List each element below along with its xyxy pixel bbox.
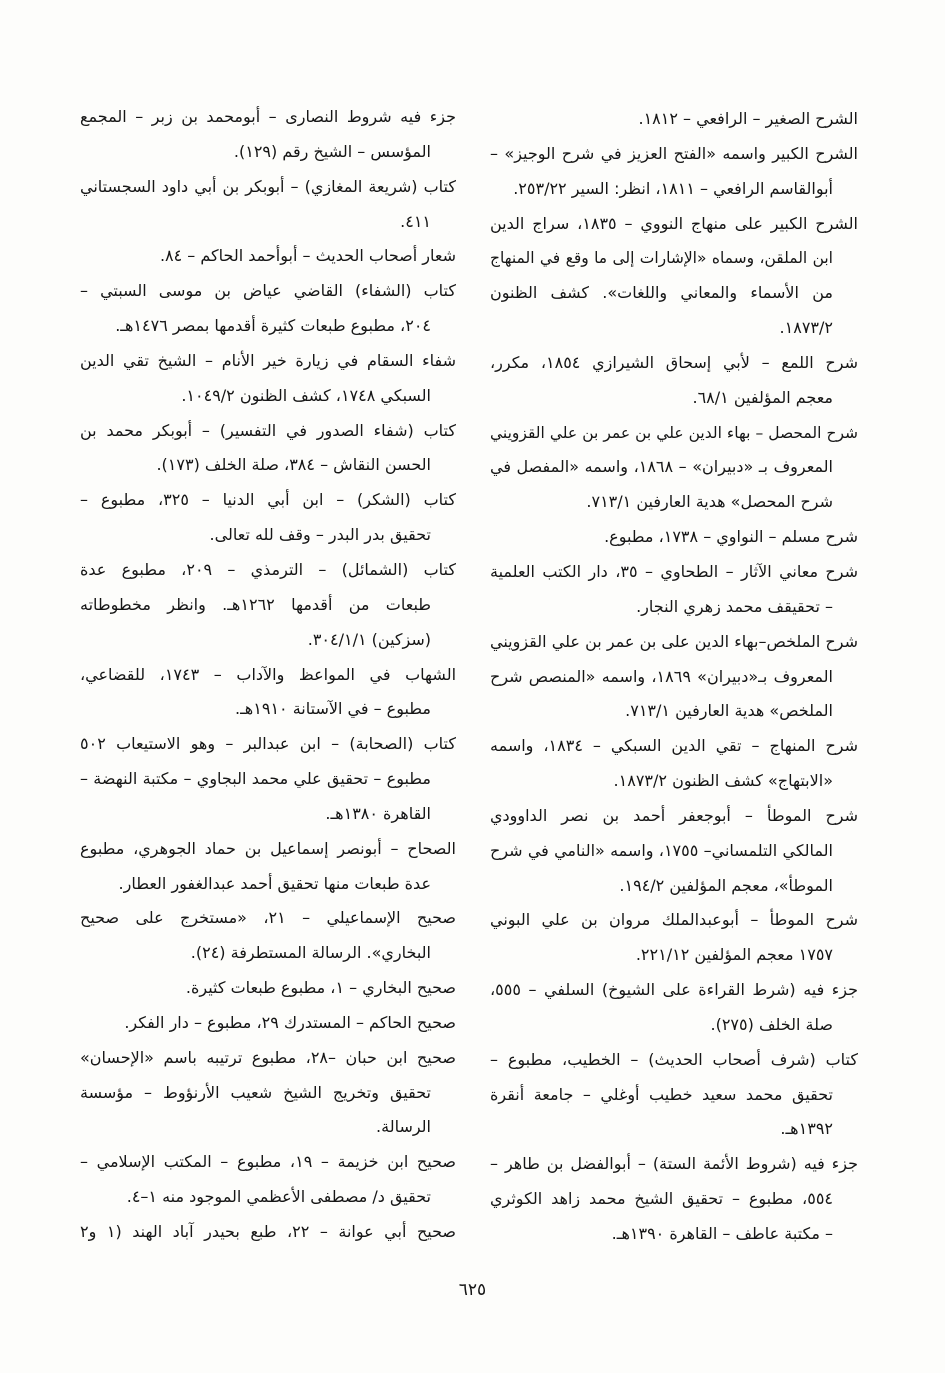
index-entry <box>80 274 456 344</box>
entry-line: شعار أصحاب الحديث – أبوأحمد الحاكم – ٨٤. <box>159 246 456 266</box>
index-entry <box>490 555 858 625</box>
index-entry <box>490 1147 858 1252</box>
entry-line: كتاب (الشفاء) القاضي عياض بن موسى السبتي – <box>80 281 456 301</box>
entry-line: صحيح الإسماعيلي – ٢١، «مستخرج على صحيح <box>80 908 456 928</box>
entry-line: شرح المحصل – بهاء الدين علي بن عمر بن علي القزويني <box>490 423 858 442</box>
entry-line: صحيح ابن حبان –٢٨، مطبوع ترتيبه باسم «الإحسان» <box>80 1047 456 1067</box>
index-entry <box>490 102 858 137</box>
entry-line: المؤسس – الشيخ رقم (١٢٩). <box>233 141 431 161</box>
entry-line: صحيح أبي عوانة – ٢٢، طبع بحيدر آباد الهند (١ و٢ <box>80 1222 456 1241</box>
entry-line: ٢٠٤، مطبوع طبعات كثيرة أقدمها بمصر ١٤٧٦هـ. <box>115 316 431 336</box>
index-entry <box>490 346 858 416</box>
entry-line: عدة طبعات منها تحقيق أحمد عبدالغفور العطار. <box>118 873 431 893</box>
entry-line: كتاب (الشمائل) – الترمذي – ٢٠٩، مطبوع عدة <box>80 559 456 579</box>
entry-line: تحقيق د/ مصطفى الأعظمي الموجود منه ١–٤. <box>126 1187 431 1207</box>
index-entry <box>490 625 858 730</box>
entry-line: كتاب (شرف أصحاب الحديث) – الخطيب، مطبوع – <box>490 1049 858 1069</box>
index-entry <box>490 207 858 346</box>
index-entry <box>80 100 456 170</box>
entry-line: السبكي ١٧٤٨، كشف الظنون ١٠٤٩/٢. <box>181 385 431 405</box>
entry-line: ٤١١. <box>400 211 431 231</box>
index-entry <box>490 1043 858 1148</box>
index-entry <box>80 553 456 658</box>
entry-line: من الأسماء والمعاني واللغات». كشف الظنون <box>490 283 833 303</box>
entry-line: جزء فيه شروط النصارى – أبومحمد بن زبر – المجمع <box>80 107 456 126</box>
right-column <box>490 102 858 1252</box>
entry-line: شرح المحصل» هدية العارفين ٧١٣/١. <box>586 492 833 512</box>
entry-line: شرح الموطأ – أبوجعفر أحمد بن نصر الداوودي <box>490 805 858 825</box>
entry-line: مطبوع – تحقيق علي محمد البجاوي – مكتبة النهضة – <box>80 769 431 789</box>
index-entry <box>490 799 858 904</box>
index-entry <box>490 416 858 521</box>
index-entry <box>80 1215 456 1250</box>
entry-line: المعروف بـ«دبيران» ١٨٦٩، واسمه «المنصص شرح <box>490 666 833 686</box>
entry-line: الرسالة. <box>376 1117 431 1137</box>
entry-line: شرح مسلم – النواوي – ١٧٣٨، مطبوع. <box>604 527 858 547</box>
index-entry <box>80 1006 456 1041</box>
entry-line: الموطأ»، معجم المؤلفين ١٩٤/٢. <box>619 875 833 895</box>
index-entry <box>80 832 456 902</box>
entry-line: – تحقيقف محمد زهري النجار. <box>636 596 833 616</box>
entry-line: كتاب (الشكر) – ابن أبي الدنيا – ٣٢٥، مطبوع – <box>80 490 456 510</box>
entry-line: شرح معاني الآثار – الطحاوي – ٣٥، دار الكتب العلمية <box>490 561 858 581</box>
index-entry <box>80 414 456 484</box>
entry-line: ١٣٩٢هـ. <box>780 1119 833 1139</box>
entry-line: الشهاب في المواعظ والآداب – ١٧٤٣، للقضاعي، <box>80 664 456 684</box>
entry-line: شرح الملخص–بهاء الدين على بن عمر بن علي القزويني <box>490 631 858 651</box>
entry-line: تحقيق وتخريج الشيخ شعيب الأرنؤوط – مؤسسة <box>80 1082 431 1102</box>
entry-line: الشرح الكبير على منهاج النووي – ١٨٣٥، سراج الدين <box>490 213 858 233</box>
entry-line: شرح المنهاج – تقي الدين السبكي – ١٨٣٤، واسمه <box>490 736 858 756</box>
entry-line: كتاب (شريعة المغازي) – أبوبكر بن أبي داود السجستاني <box>80 176 456 196</box>
entry-line: ١٧٥٧ معجم المؤلفين ٢٢١/١٢. <box>635 945 833 965</box>
entry-line: المالكي التلمساني– ١٧٥٥، واسمه «النامي في شرح <box>490 840 834 860</box>
entry-line: القاهرة ١٣٨٠هـ. <box>325 803 431 823</box>
entry-line: شفاء السقام في زيارة خير الأنام – الشيخ تقي الدين <box>80 350 456 370</box>
index-entry <box>80 658 456 728</box>
entry-line: الشرح الصغير – الرافعي – ١٨١٢. <box>638 109 858 128</box>
entry-line: المعروف بـ «دبيران» – ١٨٦٨، واسمه «المفصل في <box>490 457 833 477</box>
entry-line: جزء فيه (شرط القراءة على الشيوخ) السلفي – ٥٥٥، <box>490 980 858 1000</box>
entry-line: شرح اللمع – لأبي إسحاق الشيرازي ١٨٥٤، مكرر، <box>490 352 858 372</box>
index-entry <box>80 170 456 240</box>
entry-line: صحيح ابن خزيمة – ١٩، مطبوع – المكتب الإسلامي – <box>80 1152 456 1172</box>
index-entry <box>80 1041 456 1146</box>
index-entry <box>490 520 858 555</box>
entry-line: (سزكين) ٣٠٤/١/١. <box>307 629 431 649</box>
index-entry <box>80 901 456 971</box>
index-entry <box>80 239 456 274</box>
index-entry <box>80 344 456 414</box>
entry-line: معجم المؤلفين ٦٨/١. <box>692 387 833 407</box>
entry-line: البخاري». الرسالة المستطرفة (٢٤). <box>190 943 431 963</box>
entry-line: أبوالقاسم الرافعي – ١٨١١، انظر: السير ٢٥٣/٢٢. <box>513 178 833 198</box>
entry-line: صحيح البخاري – ١، مطبوع طبعات كثيرة. <box>185 978 456 998</box>
entry-line: الشرح الكبير واسمه «الفتح العزيز في شرح الوجيز» – <box>490 143 858 163</box>
entry-line: مطبوع – في الآستانة ١٩١٠هـ. <box>235 699 431 719</box>
entry-line: ١٨٧٣/٢. <box>779 318 833 338</box>
index-entry <box>490 137 858 207</box>
index-entry <box>490 973 858 1043</box>
page-number: ٦٢٥ <box>458 1280 487 1300</box>
entry-line: تحقيق بدر البدر – وقف لله تعالى. <box>209 525 431 545</box>
entry-line: تحقيق محمد سعيد خطيب أوغلي – جامعة أنقرة <box>490 1084 833 1104</box>
left-column <box>80 100 456 1250</box>
index-entry <box>80 1145 456 1215</box>
entry-line: جزء فيه (شروط الأئمة الستة) – أبوالفضل بن طاهر – <box>490 1154 858 1174</box>
index-entry <box>490 729 858 799</box>
entry-line: طبعات من أقدمها ١٢٦٢هـ. وانظر مخطوطاته <box>80 594 432 614</box>
entry-line: صلة الخلف (٢٧٥). <box>710 1014 833 1034</box>
entry-line: الملخص» هدية العارفين ٧١٣/١. <box>625 701 833 721</box>
index-entry <box>80 971 456 1006</box>
entry-line: ٥٥٤، مطبوع – تحقيق الشيخ محمد زاهد الكوثري <box>490 1189 833 1209</box>
entry-line: ابن الملقن، وسماه «الإشارات إلى ما وقع في المنهاج <box>490 249 833 268</box>
entry-line: كتاب (الصحابة) – ابن عبدالبر – وهو الاستيعاب ٥٠٢ <box>80 734 456 754</box>
entry-line: كتاب (شفاء الصدور في التفسير) – أبوبكر محمد بن <box>80 420 456 440</box>
index-entry <box>490 903 858 973</box>
entry-line: الحسن النقاش – ٣٨٤، صلة الخلف (١٧٣). <box>156 455 431 475</box>
entry-line: «الابتهاج» كشف الظنون ١٨٧٣/٢. <box>613 771 833 791</box>
index-entry <box>80 483 456 553</box>
entry-line: صحيح الحاكم – المستدرك ٢٩، مطبوع – دار الفكر. <box>124 1012 456 1032</box>
entry-line: الصحاح – أبونصر إسماعيل بن حماد الجوهري، مطبوع <box>80 838 456 858</box>
entry-line: شرح الموطأ – أبوعبدالملك مروان بن علي البوني <box>490 910 858 930</box>
index-entry <box>80 727 456 832</box>
entry-line: – مكتبة عاطف – القاهرة ١٣٩٠هـ. <box>611 1224 833 1243</box>
